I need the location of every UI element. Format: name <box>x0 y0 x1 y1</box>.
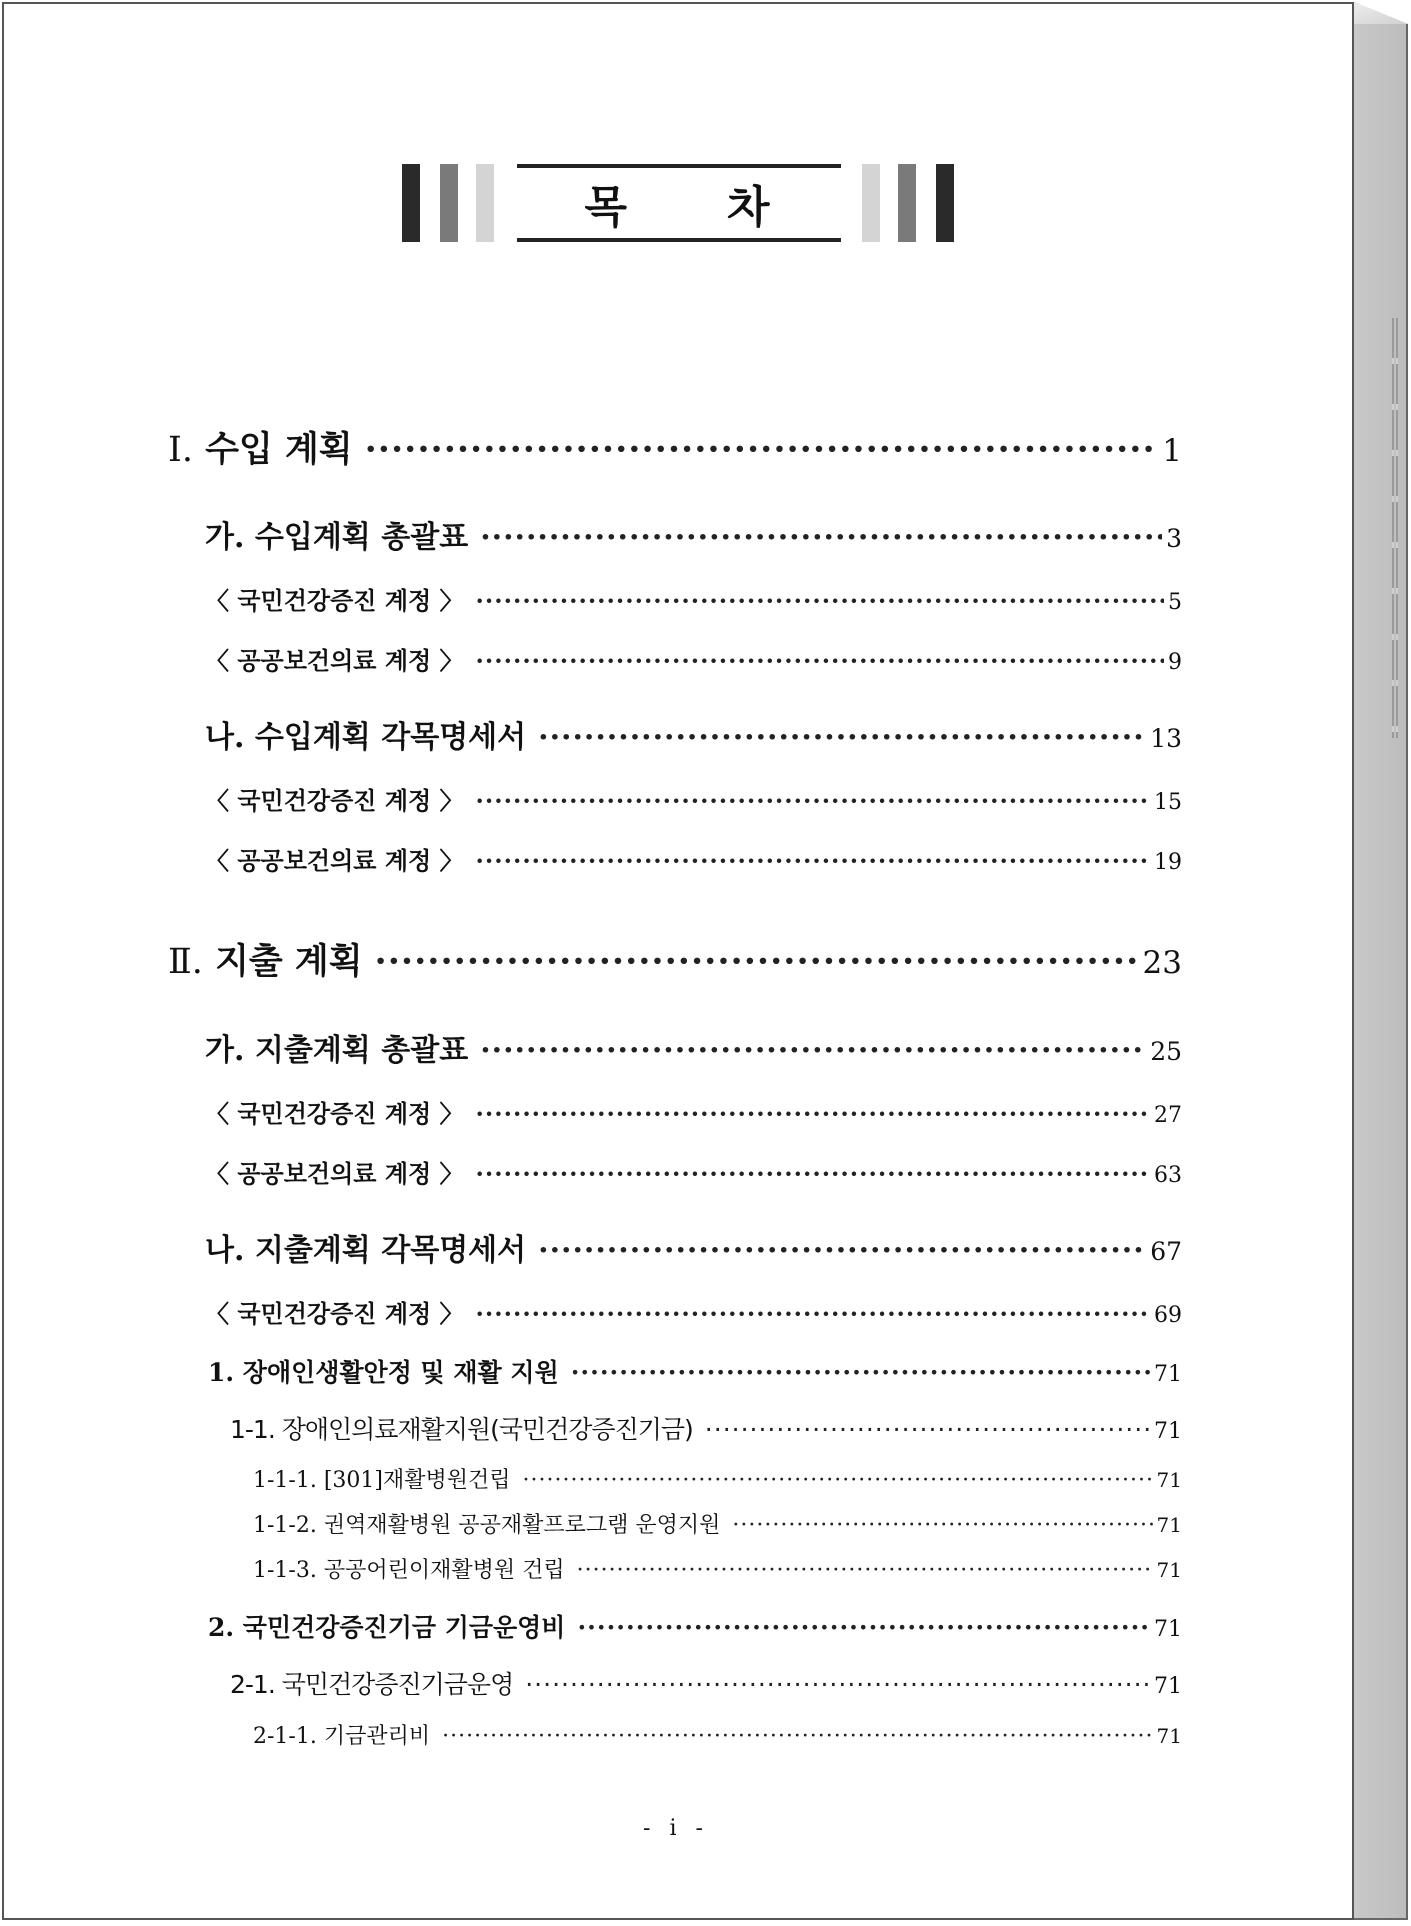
dot-leader <box>480 1033 1146 1068</box>
toc-entry-account[interactable] <box>205 1154 1182 1189</box>
toc-entry-unit[interactable] <box>230 1665 1182 1701</box>
toc-entry-item[interactable] <box>253 1463 1182 1494</box>
dot-leader <box>476 646 1164 675</box>
toc-entry-section[interactable] <box>205 712 1182 756</box>
toc-entry-label: 나. 수입계획 각목명세서 <box>205 720 527 755</box>
dot-leader <box>577 1558 1153 1583</box>
toc-entry-label: 〈 국민건강증진 계정 〉 <box>205 586 464 615</box>
toc-entry-label: 〈 국민건강증진 계정 〉 <box>205 1099 464 1128</box>
dot-leader <box>538 1233 1146 1268</box>
title-bar-dark-left <box>402 164 420 242</box>
dot-leader <box>365 429 1159 470</box>
toc-entry-section[interactable] <box>205 1225 1182 1269</box>
dot-leader <box>476 786 1150 815</box>
paper-edge-rule <box>1396 318 1398 738</box>
toc-entry-label: 2-1. 국민건강증진기금운영 <box>230 1670 514 1699</box>
dot-leader <box>732 1513 1152 1538</box>
toc-page-number: 27 <box>1154 1103 1182 1128</box>
page-title <box>517 164 841 242</box>
toc-entry-label: 〈 공공보건의료 계정 〉 <box>205 1159 464 1188</box>
toc-entry-account[interactable] <box>205 581 1182 616</box>
dot-leader <box>476 586 1164 615</box>
dot-leader <box>375 941 1139 982</box>
page-footer-number: - i - <box>643 1816 709 1841</box>
toc-entry-item[interactable] <box>253 1553 1182 1584</box>
toc-page-number: 71 <box>1156 1724 1182 1748</box>
title-bar-light-right <box>862 164 880 242</box>
toc-entry-label: 가. 지출계획 총괄표 <box>205 1033 469 1068</box>
toc-entry-part-1[interactable] <box>168 422 1182 472</box>
toc-page-number: 71 <box>1156 1468 1182 1492</box>
toc-page-number: 71 <box>1156 1513 1182 1537</box>
dot-leader <box>538 720 1146 755</box>
toc-page-number: 69 <box>1154 1303 1182 1328</box>
title-bar-light-left <box>476 164 494 242</box>
toc-page-number: 23 <box>1142 945 1182 981</box>
toc-page-number: 13 <box>1150 724 1182 753</box>
toc-page-number: 19 <box>1154 850 1182 875</box>
toc-entry-label: 가. 수입계획 총괄표 <box>205 520 469 555</box>
toc-entry-label: 〈 국민건강증진 계정 〉 <box>205 786 464 815</box>
toc-entry-label: Ⅰ. 수입 계획 <box>168 429 353 470</box>
dot-leader <box>571 1358 1150 1387</box>
title-char-1: 목 <box>584 182 631 233</box>
toc-entry-account[interactable] <box>205 641 1182 676</box>
dot-leader <box>577 1613 1150 1642</box>
toc-title-block <box>402 164 954 244</box>
toc-entry-program[interactable] <box>208 1608 1182 1644</box>
toc-page-number: 67 <box>1150 1237 1182 1266</box>
toc-entry-account[interactable] <box>205 1294 1182 1329</box>
title-bar-mid-right <box>898 164 916 242</box>
toc-entry-label: 2. 국민건강증진기금 기금운영비 <box>208 1613 566 1642</box>
toc-entry-label: Ⅱ. 지출 계획 <box>168 941 363 982</box>
toc-entry-section[interactable] <box>205 1025 1182 1069</box>
toc-page-number: 5 <box>1168 590 1182 615</box>
toc-entry-label: 나. 지출계획 각목명세서 <box>205 1233 527 1268</box>
toc-entry-label: 1-1-3. 공공어린이재활병원 건립 <box>253 1558 565 1583</box>
toc-entry-account[interactable] <box>205 781 1182 816</box>
toc-entry-account[interactable] <box>205 1094 1182 1129</box>
toc-page-number: 71 <box>1154 1674 1182 1699</box>
toc-page-number: 71 <box>1156 1558 1182 1582</box>
toc-page-number: 25 <box>1150 1037 1182 1066</box>
toc-entry-label: 〈 국민건강증진 계정 〉 <box>205 1299 464 1328</box>
toc-entry-label: 1-1. 장애인의료재활지원(국민건강증진기금) <box>230 1415 693 1444</box>
toc-page-number: 71 <box>1154 1419 1182 1444</box>
toc-page-number: 63 <box>1154 1163 1182 1188</box>
toc-entry-section[interactable] <box>205 512 1182 556</box>
dot-leader <box>705 1415 1150 1444</box>
dot-leader <box>525 1670 1150 1699</box>
toc-entry-item[interactable] <box>253 1719 1182 1750</box>
dot-leader <box>476 846 1150 875</box>
toc-entry-label: 1. 장애인생활안정 및 재활 지원 <box>208 1358 559 1387</box>
toc-entry-part-2[interactable] <box>168 934 1182 984</box>
toc-entry-label: 1-1-2. 권역재활병원 공공재활프로그램 운영지원 <box>253 1513 721 1538</box>
dot-leader <box>476 1159 1150 1188</box>
toc-page-number: 3 <box>1166 524 1182 553</box>
toc-entry-label: 2-1-1. 기금관리비 <box>253 1724 431 1749</box>
dot-leader <box>523 1468 1153 1493</box>
paper-edge-rule <box>1392 318 1394 738</box>
title-char-2: 차 <box>727 182 774 233</box>
paper-stack-corner <box>1354 2 1408 26</box>
toc-entry-program[interactable] <box>208 1353 1182 1389</box>
toc-page-number: 1 <box>1162 433 1182 469</box>
toc-entry-unit[interactable] <box>230 1410 1182 1446</box>
toc-entry-label: 〈 공공보건의료 계정 〉 <box>205 846 464 875</box>
toc-entry-account[interactable] <box>205 841 1182 876</box>
paper-stack-edge <box>1354 2 1408 1920</box>
toc-page-number: 71 <box>1154 1362 1182 1387</box>
toc-page-number: 71 <box>1154 1617 1182 1642</box>
toc-entry-label: 〈 공공보건의료 계정 〉 <box>205 646 464 675</box>
dot-leader <box>476 1299 1150 1328</box>
dot-leader <box>476 1099 1150 1128</box>
toc-entry-label: 1-1-1. [301]재활병원건립 <box>253 1468 511 1493</box>
toc-entry-item[interactable] <box>253 1508 1182 1539</box>
toc-page-number: 9 <box>1168 650 1182 675</box>
title-bar-mid-left <box>440 164 458 242</box>
toc-page-number: 15 <box>1154 790 1182 815</box>
title-bar-dark-right <box>936 164 954 242</box>
dot-leader <box>480 520 1162 555</box>
dot-leader <box>442 1724 1152 1749</box>
